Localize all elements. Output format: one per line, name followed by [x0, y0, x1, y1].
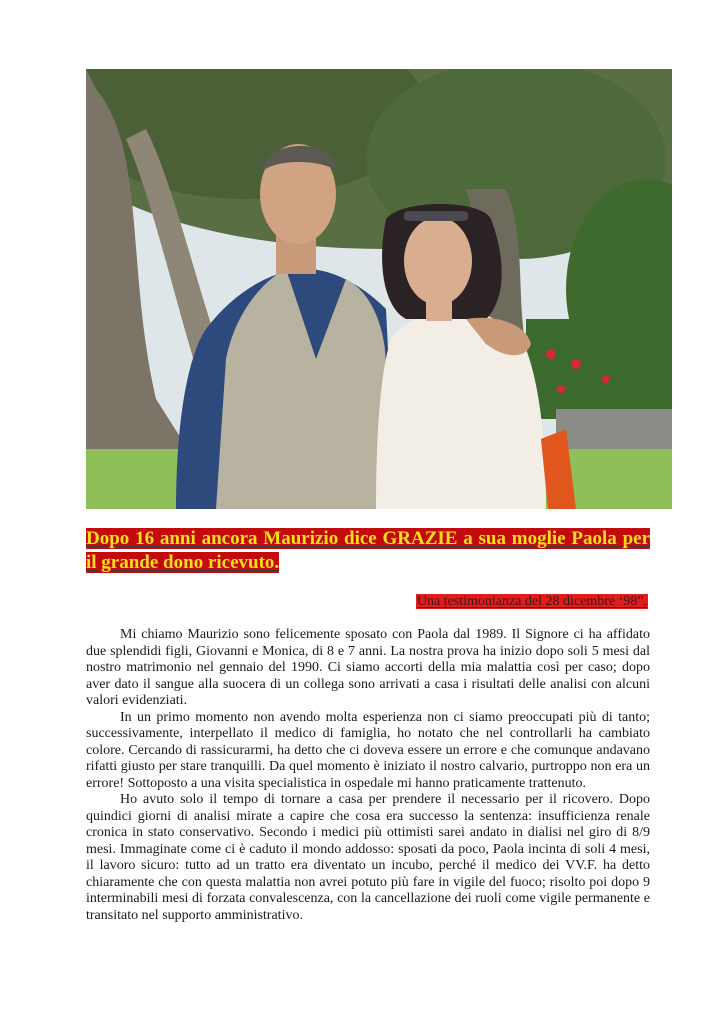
paragraph-3: Ho avuto solo il tempo di tornare a casa per prendere il necessario per il ricovero. Dopo quindici giorni di analisi mirate a capire che cosa era successo la sentenza: insufficienza renale cronica in stato conservativo. Secondo i medici più ottimisti sarei andato in dialisi nel giro di 8/9 mesi. Immaginate come ci è caduto il mondo addosso: sposati da poco, Paola incinta di soli 4 mesi, il lavoro sicuro: tutto ad un tratto era diventato un incubo, perché il medico dei VV.F. ha detto chiaramente che con questa malattia non avrei potuto più fare in vigile del fuoco; risolto poi dopo 9 interminabili mesi di forzata convalescenza, con la cancellazione dei ruoli come vigile permanente e transitato nel supporto amministrativo.: [86, 792, 650, 923]
paragraph-1: Mi chiamo Maurizio sono felicemente sposato con Paola dal 1989. Il Signore ci ha affidato due splendidi figli, Giovanni e Monica, di 8 e 7 anni. La nostra prova ha inizio dopo soli 5 mesi dal nostro matrimonio nel gennaio del 1990. Ci siamo accorti della mia malattia così per caso; dopo aver dato il sangue alla suocera di un collega sono arrivati a casa i risultati delle analisi con alcuni valori evidenziati.: [86, 627, 650, 708]
photo-illustration: [86, 69, 672, 509]
couple-photo: [86, 69, 672, 509]
testimony-body: [86, 627, 650, 924]
subheadline: Una testimonianza del 28 dicembre ‘98”.: [416, 594, 647, 609]
paragraph-2: In un primo momento non avendo molta esperienza non ci siamo preoccupati più di tanto; successivamente, interpellato il medico di famiglia, ho notato che nel controllarli ha cambiato colore. Cercando di rassicurarmi, ha detto che ci doveva essere un errore e che comunque andavano rifatti giusto per stare tranquilli. Da quel momento è iniziato il nostro calvario, purtroppo non era un errore! Sottoposto a una visita specialistica in ospedale mi hanno praticamente trattenuto.: [86, 709, 650, 791]
headline: Dopo 16 anni ancora Maurizio dice GRAZIE a sua moglie Paola per il grande dono ricevuto.: [86, 528, 650, 573]
